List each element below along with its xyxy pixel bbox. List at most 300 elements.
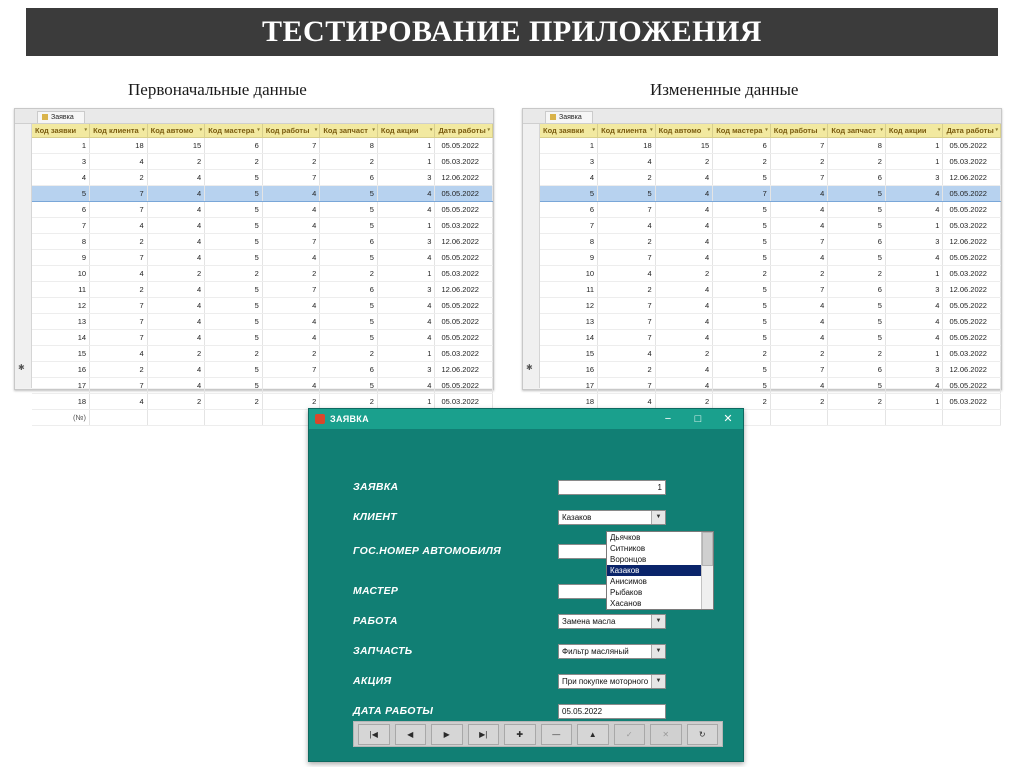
column-header-kod-raboty[interactable]: Код работы ▾ <box>262 124 320 138</box>
table-cell[interactable]: 2 <box>713 346 771 362</box>
table-cell[interactable]: 7 <box>770 138 828 154</box>
table-row[interactable] <box>540 362 1001 378</box>
column-header-kod-avtomo[interactable]: Код автомо ▾ <box>655 124 713 138</box>
table-cell[interactable]: 2 <box>90 362 148 378</box>
table-cell[interactable]: 15 <box>655 138 713 154</box>
table-cell[interactable]: 4 <box>540 170 598 186</box>
table-cell[interactable]: 5 <box>320 202 378 218</box>
table-row[interactable] <box>540 346 1001 362</box>
table-cell[interactable]: 7 <box>713 186 771 202</box>
table-cell[interactable]: 1 <box>885 138 943 154</box>
table-cell[interactable]: 5 <box>713 250 771 266</box>
table-cell[interactable]: 1 <box>885 218 943 234</box>
table-row[interactable] <box>32 266 493 282</box>
column-header-kod-mastera[interactable]: Код мастера ▾ <box>205 124 263 138</box>
table-cell[interactable]: 4 <box>90 266 148 282</box>
column-header-data-raboty[interactable]: Дата работы ▾ <box>435 124 493 138</box>
table-cell[interactable]: 2 <box>262 346 320 362</box>
table-cell[interactable]: 7 <box>262 170 320 186</box>
table-cell[interactable]: 6 <box>205 138 263 154</box>
table-cell[interactable]: 1 <box>32 138 90 154</box>
table-cell[interactable]: 4 <box>770 186 828 202</box>
table-cell[interactable]: 6 <box>320 282 378 298</box>
table-cell[interactable]: 7 <box>598 298 656 314</box>
table-cell[interactable]: 05.05.2022 <box>943 250 1001 266</box>
table-cell[interactable]: 4 <box>655 362 713 378</box>
table-cell[interactable]: 4 <box>377 298 435 314</box>
dropdown-items[interactable] <box>607 532 701 609</box>
table-cell[interactable]: 4 <box>655 378 713 394</box>
table-cell[interactable]: 12.06.2022 <box>435 282 493 298</box>
table-cell[interactable]: 12 <box>540 298 598 314</box>
table-cell[interactable]: 4 <box>147 282 205 298</box>
table-cell[interactable]: 8 <box>828 138 886 154</box>
table-cell[interactable]: 4 <box>147 378 205 394</box>
table-cell[interactable]: 3 <box>885 170 943 186</box>
table-cell[interactable]: 5 <box>713 282 771 298</box>
table-cell[interactable]: 4 <box>147 362 205 378</box>
new-record-cell[interactable]: (№) <box>32 410 90 426</box>
table-cell[interactable]: 16 <box>32 362 90 378</box>
table-cell[interactable]: 4 <box>262 218 320 234</box>
table-cell[interactable]: 5 <box>205 362 263 378</box>
table-cell[interactable]: 2 <box>655 266 713 282</box>
table-cell[interactable]: 2 <box>320 154 378 170</box>
table-row[interactable] <box>32 234 493 250</box>
table-cell[interactable]: 4 <box>655 330 713 346</box>
previous-record-button[interactable]: ◀ <box>395 724 427 745</box>
table-cell[interactable]: 2 <box>320 394 378 410</box>
table-cell[interactable]: 4 <box>262 202 320 218</box>
dropdown-item[interactable]: Воронцов <box>610 555 647 564</box>
table-cell[interactable]: 2 <box>205 346 263 362</box>
table-cell[interactable]: 5 <box>320 330 378 346</box>
table-cell[interactable]: 2 <box>205 266 263 282</box>
chevron-down-icon[interactable]: ▼ <box>651 511 665 524</box>
table-cell[interactable]: 7 <box>90 330 148 346</box>
new-record-cell[interactable] <box>943 410 1001 426</box>
table-row[interactable] <box>540 218 1001 234</box>
table-cell[interactable]: 4 <box>262 314 320 330</box>
table-cell[interactable]: 3 <box>377 362 435 378</box>
dropdown-item[interactable]: Рыбаков <box>610 588 643 597</box>
next-record-button[interactable]: ▶| <box>468 724 500 745</box>
table-cell[interactable]: 4 <box>885 378 943 394</box>
table-cell[interactable]: 12 <box>32 298 90 314</box>
table-cell[interactable]: 17 <box>540 378 598 394</box>
column-header-kod-akcii[interactable]: Код акции ▾ <box>885 124 943 138</box>
table-cell[interactable]: 6 <box>32 202 90 218</box>
table-cell[interactable]: 7 <box>90 378 148 394</box>
table-cell[interactable]: 5 <box>828 186 886 202</box>
dropdown-scrollbar[interactable] <box>701 532 713 609</box>
column-header-data-raboty[interactable]: Дата работы ▾ <box>943 124 1001 138</box>
table-cell[interactable]: 2 <box>262 266 320 282</box>
table-cell[interactable]: 2 <box>205 154 263 170</box>
table-cell[interactable]: 12.06.2022 <box>943 234 1001 250</box>
table-cell[interactable]: 4 <box>147 250 205 266</box>
table-cell[interactable]: 4 <box>655 186 713 202</box>
table-cell[interactable]: 7 <box>90 186 148 202</box>
table-cell[interactable]: 4 <box>147 330 205 346</box>
table-cell[interactable]: 6 <box>320 170 378 186</box>
table-cell[interactable]: 2 <box>90 282 148 298</box>
table-cell[interactable]: 17 <box>32 378 90 394</box>
table-cell[interactable]: 5 <box>828 378 886 394</box>
table-cell[interactable]: 4 <box>598 346 656 362</box>
table-cell[interactable]: 5 <box>320 378 378 394</box>
new-record-cell[interactable] <box>828 410 886 426</box>
table-cell[interactable]: 2 <box>205 394 263 410</box>
table-cell[interactable]: 7 <box>32 218 90 234</box>
table-cell[interactable]: 2 <box>770 154 828 170</box>
table-cell[interactable]: 5 <box>828 218 886 234</box>
table-cell[interactable]: 14 <box>32 330 90 346</box>
client-dropdown-list[interactable] <box>606 531 714 610</box>
table-cell[interactable]: 4 <box>770 378 828 394</box>
table-cell[interactable]: 5 <box>320 314 378 330</box>
table-cell[interactable]: 2 <box>770 266 828 282</box>
table-cell[interactable]: 1 <box>540 138 598 154</box>
field-combobox[interactable] <box>558 644 666 659</box>
field-combobox[interactable] <box>558 510 666 525</box>
column-header-kod-zapchast[interactable]: Код запчаст ▾ <box>320 124 378 138</box>
table-cell[interactable]: 7 <box>598 202 656 218</box>
row-selector-column[interactable] <box>523 124 540 388</box>
column-header-kod-zapchast[interactable]: Код запчаст ▾ <box>828 124 886 138</box>
table-cell[interactable]: 5 <box>320 298 378 314</box>
table-cell[interactable]: 6 <box>828 282 886 298</box>
table-row[interactable] <box>32 218 493 234</box>
table-cell[interactable]: 1 <box>885 266 943 282</box>
table-cell[interactable]: 5 <box>713 330 771 346</box>
table-cell[interactable]: 6 <box>540 202 598 218</box>
table-cell[interactable]: 05.03.2022 <box>435 154 493 170</box>
table-cell[interactable]: 2 <box>713 154 771 170</box>
table-cell[interactable]: 1 <box>377 266 435 282</box>
table-cell[interactable]: 7 <box>90 298 148 314</box>
table-cell[interactable]: 5 <box>713 298 771 314</box>
table-cell[interactable]: 4 <box>655 298 713 314</box>
table-cell[interactable]: 4 <box>885 314 943 330</box>
table-cell[interactable]: 15 <box>32 346 90 362</box>
column-header-kod-mastera[interactable]: Код мастера ▾ <box>713 124 771 138</box>
table-cell[interactable]: 6 <box>828 234 886 250</box>
table-cell[interactable]: 5 <box>320 218 378 234</box>
table-cell[interactable]: 5 <box>713 362 771 378</box>
table-row[interactable] <box>32 154 493 170</box>
new-record-cell[interactable] <box>885 410 943 426</box>
table-cell[interactable]: 5 <box>205 282 263 298</box>
column-header-kod-zayavki[interactable]: Код заявки ▾ <box>540 124 598 138</box>
table-cell[interactable]: 16 <box>540 362 598 378</box>
dropdown-item[interactable]: Ситников <box>610 544 646 553</box>
table-cell[interactable]: 5 <box>320 186 378 202</box>
column-header-kod-avtomo[interactable]: Код автомо ▾ <box>147 124 205 138</box>
table-cell[interactable]: 4 <box>377 378 435 394</box>
table-cell[interactable]: 5 <box>540 186 598 202</box>
table-cell[interactable]: 2 <box>828 394 886 410</box>
table-row[interactable] <box>540 298 1001 314</box>
table-row[interactable] <box>540 138 1001 154</box>
table-cell[interactable]: 6 <box>713 138 771 154</box>
table-cell[interactable]: 8 <box>540 234 598 250</box>
chevron-down-icon[interactable]: ▼ <box>651 675 665 688</box>
table-cell[interactable]: 3 <box>885 362 943 378</box>
table-cell[interactable]: 5 <box>828 298 886 314</box>
table-cell[interactable]: 9 <box>32 250 90 266</box>
table-cell[interactable]: 05.03.2022 <box>943 346 1001 362</box>
table-row[interactable] <box>540 234 1001 250</box>
table-cell[interactable]: 1 <box>885 394 943 410</box>
table-row[interactable] <box>540 202 1001 218</box>
table-cell[interactable]: 4 <box>655 314 713 330</box>
delete-record-button[interactable]: — <box>541 724 573 745</box>
table-cell[interactable]: 05.05.2022 <box>435 186 493 202</box>
table-cell[interactable]: 4 <box>377 314 435 330</box>
table-cell[interactable]: 3 <box>540 154 598 170</box>
maximize-button[interactable]: □ <box>694 413 702 425</box>
table-cell[interactable]: 12.06.2022 <box>943 170 1001 186</box>
table-cell[interactable]: 5 <box>828 330 886 346</box>
dropdown-item[interactable]: Дьячков <box>610 533 641 542</box>
field-input[interactable]: 05.05.2022 <box>558 704 666 719</box>
table-cell[interactable]: 7 <box>770 362 828 378</box>
table-cell[interactable]: 7 <box>770 282 828 298</box>
table-cell[interactable]: 4 <box>655 282 713 298</box>
table-cell[interactable]: 3 <box>377 282 435 298</box>
table-row[interactable] <box>32 298 493 314</box>
table-cell[interactable]: 2 <box>713 266 771 282</box>
field-input[interactable]: 1 <box>558 480 666 495</box>
table-cell[interactable]: 2 <box>598 362 656 378</box>
table-cell[interactable]: 4 <box>770 202 828 218</box>
table-cell[interactable]: 2 <box>598 234 656 250</box>
table-cell[interactable]: 2 <box>655 346 713 362</box>
table-cell[interactable]: 7 <box>90 314 148 330</box>
tab-zayavka-after[interactable] <box>545 111 593 123</box>
table-cell[interactable]: 4 <box>147 202 205 218</box>
table-cell[interactable]: 2 <box>655 154 713 170</box>
table-cell[interactable]: 2 <box>147 346 205 362</box>
table-cell[interactable]: 13 <box>540 314 598 330</box>
table-cell[interactable]: 5 <box>713 234 771 250</box>
table-cell[interactable]: 4 <box>262 298 320 314</box>
table-cell[interactable]: 05.05.2022 <box>943 186 1001 202</box>
table-cell[interactable]: 4 <box>147 234 205 250</box>
new-record-cell[interactable] <box>205 410 263 426</box>
table-cell[interactable]: 12.06.2022 <box>435 170 493 186</box>
table-cell[interactable]: 2 <box>770 394 828 410</box>
table-row[interactable] <box>540 186 1001 202</box>
table-cell[interactable]: 18 <box>90 138 148 154</box>
table-cell[interactable]: 4 <box>655 234 713 250</box>
table-cell[interactable]: 3 <box>32 154 90 170</box>
table-cell[interactable]: 4 <box>377 186 435 202</box>
table-cell[interactable]: 4 <box>90 346 148 362</box>
table-row[interactable] <box>32 250 493 266</box>
new-record-cell[interactable] <box>147 410 205 426</box>
table-cell[interactable]: 4 <box>90 154 148 170</box>
table-cell[interactable]: 05.05.2022 <box>435 378 493 394</box>
dropdown-item[interactable]: Анисимов <box>610 577 647 586</box>
table-cell[interactable]: 1 <box>377 154 435 170</box>
add-record-button[interactable]: ✚ <box>504 724 536 745</box>
table-row[interactable] <box>540 170 1001 186</box>
table-cell[interactable]: 2 <box>828 266 886 282</box>
table-cell[interactable]: 05.03.2022 <box>943 266 1001 282</box>
table-cell[interactable]: 4 <box>262 378 320 394</box>
table-cell[interactable]: 5 <box>713 314 771 330</box>
table-cell[interactable]: 2 <box>655 394 713 410</box>
tab-zayavka-before[interactable] <box>37 111 85 123</box>
table-cell[interactable]: 11 <box>540 282 598 298</box>
table-cell[interactable]: 05.03.2022 <box>435 218 493 234</box>
play-record-button[interactable]: ▶ <box>431 724 463 745</box>
table-cell[interactable]: 4 <box>262 250 320 266</box>
table-cell[interactable]: 05.05.2022 <box>943 378 1001 394</box>
table-cell[interactable]: 5 <box>828 250 886 266</box>
row-selector-column[interactable] <box>15 124 32 388</box>
table-cell[interactable]: 18 <box>540 394 598 410</box>
table-cell[interactable]: 7 <box>770 234 828 250</box>
table-cell[interactable]: 12.06.2022 <box>943 362 1001 378</box>
table-cell[interactable]: 4 <box>147 170 205 186</box>
column-header-kod-raboty[interactable]: Код работы ▾ <box>770 124 828 138</box>
table-cell[interactable]: 7 <box>90 250 148 266</box>
table-cell[interactable]: 2 <box>320 346 378 362</box>
new-record-cell[interactable] <box>770 410 828 426</box>
table-cell[interactable]: 5 <box>205 378 263 394</box>
table-cell[interactable]: 7 <box>262 282 320 298</box>
table-cell[interactable]: 3 <box>885 282 943 298</box>
first-record-button[interactable]: |◀ <box>358 724 390 745</box>
table-cell[interactable]: 2 <box>828 346 886 362</box>
table-cell[interactable]: 05.05.2022 <box>435 138 493 154</box>
table-cell[interactable]: 4 <box>598 154 656 170</box>
table-cell[interactable]: 11 <box>32 282 90 298</box>
table-cell[interactable]: 05.05.2022 <box>435 298 493 314</box>
table-cell[interactable]: 1 <box>377 138 435 154</box>
table-cell[interactable]: 5 <box>828 202 886 218</box>
table-cell[interactable]: 4 <box>655 202 713 218</box>
table-cell[interactable]: 2 <box>713 394 771 410</box>
table-cell[interactable]: 6 <box>828 170 886 186</box>
table-cell[interactable]: 4 <box>90 394 148 410</box>
table-cell[interactable]: 4 <box>598 394 656 410</box>
table-cell[interactable]: 05.05.2022 <box>435 330 493 346</box>
column-header-kod-klienta[interactable]: Код клиента ▾ <box>90 124 148 138</box>
table-cell[interactable]: 8 <box>320 138 378 154</box>
table-row[interactable] <box>540 282 1001 298</box>
table-cell[interactable]: 2 <box>320 266 378 282</box>
table-cell[interactable]: 4 <box>262 186 320 202</box>
table-cell[interactable]: 18 <box>32 394 90 410</box>
table-cell[interactable]: 4 <box>885 186 943 202</box>
table-row[interactable] <box>32 330 493 346</box>
chevron-down-icon[interactable]: ▼ <box>651 645 665 658</box>
table-cell[interactable]: 1 <box>377 394 435 410</box>
table-cell[interactable]: 5 <box>205 170 263 186</box>
table-cell[interactable]: 4 <box>770 218 828 234</box>
table-cell[interactable]: 4 <box>770 298 828 314</box>
table-cell[interactable]: 5 <box>205 186 263 202</box>
table-cell[interactable]: 4 <box>147 218 205 234</box>
table-cell[interactable]: 4 <box>32 170 90 186</box>
table-cell[interactable]: 3 <box>885 234 943 250</box>
table-cell[interactable]: 2 <box>147 154 205 170</box>
table-cell[interactable]: 7 <box>598 250 656 266</box>
table-row[interactable] <box>540 250 1001 266</box>
table-cell[interactable]: 12.06.2022 <box>435 234 493 250</box>
table-cell[interactable]: 5 <box>205 202 263 218</box>
table-cell[interactable]: 2 <box>147 394 205 410</box>
table-cell[interactable]: 5 <box>205 298 263 314</box>
table-cell[interactable]: 7 <box>598 378 656 394</box>
table-cell[interactable]: 12.06.2022 <box>943 282 1001 298</box>
table-cell[interactable]: 05.05.2022 <box>435 250 493 266</box>
table-cell[interactable]: 7 <box>770 170 828 186</box>
table-cell[interactable]: 18 <box>598 138 656 154</box>
table-cell[interactable]: 05.03.2022 <box>943 154 1001 170</box>
table-cell[interactable]: 10 <box>540 266 598 282</box>
table-cell[interactable]: 4 <box>377 330 435 346</box>
table-cell[interactable]: 5 <box>713 202 771 218</box>
table-cell[interactable]: 7 <box>262 234 320 250</box>
column-header-kod-klienta[interactable]: Код клиента ▾ <box>598 124 656 138</box>
table-cell[interactable]: 12.06.2022 <box>435 362 493 378</box>
table-cell[interactable]: 15 <box>540 346 598 362</box>
table-cell[interactable]: 4 <box>885 250 943 266</box>
table-cell[interactable]: 05.03.2022 <box>943 394 1001 410</box>
up-record-button[interactable]: ▲ <box>577 724 609 745</box>
field-combobox[interactable] <box>558 614 666 629</box>
table-row[interactable] <box>32 138 493 154</box>
table-cell[interactable]: 05.05.2022 <box>943 298 1001 314</box>
table-cell[interactable]: 5 <box>205 234 263 250</box>
table-row[interactable] <box>32 362 493 378</box>
table-cell[interactable]: 6 <box>320 362 378 378</box>
table-cell[interactable]: 2 <box>90 234 148 250</box>
table-cell[interactable]: 9 <box>540 250 598 266</box>
dropdown-item[interactable]: Казаков <box>607 565 701 576</box>
table-cell[interactable]: 05.05.2022 <box>943 330 1001 346</box>
table-row[interactable] <box>540 378 1001 394</box>
table-cell[interactable]: 4 <box>770 314 828 330</box>
scrollbar-thumb[interactable] <box>702 532 713 566</box>
table-cell[interactable]: 1 <box>377 346 435 362</box>
table-cell[interactable]: 2 <box>828 154 886 170</box>
table-cell[interactable]: 14 <box>540 330 598 346</box>
table-cell[interactable]: 4 <box>147 186 205 202</box>
table-cell[interactable]: 6 <box>828 362 886 378</box>
table-cell[interactable]: 7 <box>262 138 320 154</box>
table-cell[interactable]: 5 <box>32 186 90 202</box>
table-cell[interactable]: 5 <box>205 314 263 330</box>
table-cell[interactable]: 5 <box>598 186 656 202</box>
table-cell[interactable]: 5 <box>713 378 771 394</box>
table-cell[interactable]: 4 <box>598 266 656 282</box>
table-cell[interactable]: 3 <box>377 170 435 186</box>
table-cell[interactable]: 05.05.2022 <box>435 314 493 330</box>
table-cell[interactable]: 6 <box>320 234 378 250</box>
table-cell[interactable]: 4 <box>885 330 943 346</box>
table-cell[interactable]: 7 <box>262 362 320 378</box>
grid-scroll-area-after[interactable] <box>540 124 1001 406</box>
table-row[interactable] <box>32 378 493 394</box>
table-cell[interactable]: 7 <box>598 330 656 346</box>
table-cell[interactable]: 1 <box>885 346 943 362</box>
